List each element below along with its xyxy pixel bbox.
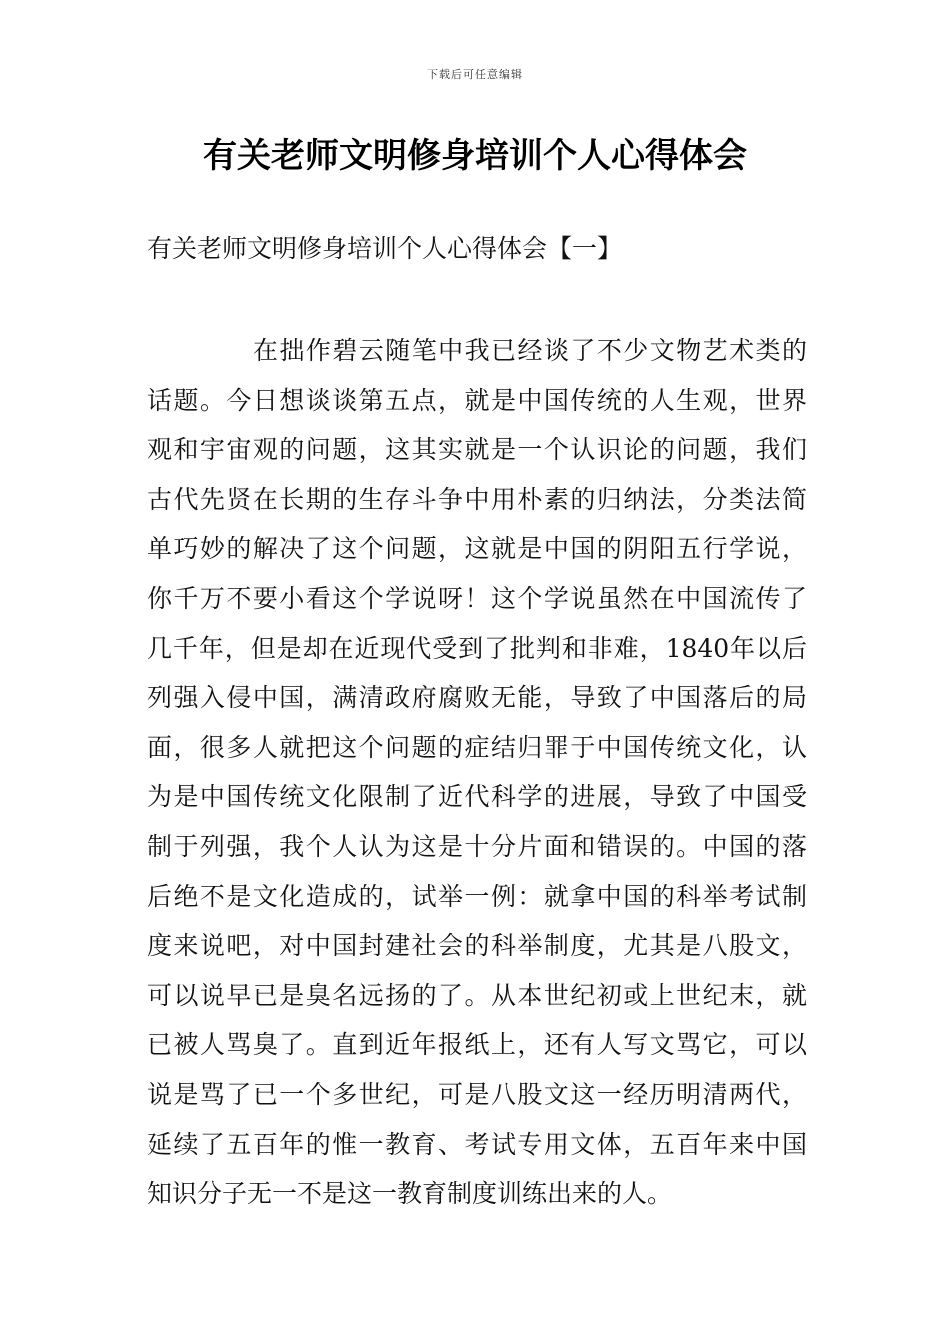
paragraph-line: 说是骂了已一个多世纪，可是八股文这一经历明清两代， [147, 1079, 807, 1109]
paragraph-line: 后绝不是文化造成的，试举一例：就拿中国的科举考试制 [147, 881, 807, 911]
paragraph-line: 度来说吧，对中国封建社会的科举制度，尤其是八股文， [147, 931, 807, 961]
paragraph-line: 制于列强，我个人认为这是十分片面和错误的。中国的落 [147, 831, 807, 861]
document-title: 有关老师文明修身培训个人心得体会 [203, 136, 747, 176]
paragraph-line: 面，很多人就把这个问题的症结归罪于中国传统文化，认 [147, 732, 807, 762]
paragraph-line: 可以说早已是臭名远扬的了。从本世纪初或上世纪末，就 [147, 980, 807, 1010]
header-note: 下载后可任意编辑 [427, 68, 523, 81]
paragraph-line: 延续了五百年的惟一教育、考试专用文体，五百年来中国 [147, 1129, 807, 1159]
paragraph-line: 知识分子无一不是这一教育制度训练出来的人。 [147, 1179, 673, 1209]
paragraph-line: 列强入侵中国，满清政府腐败无能，导致了中国落后的局 [147, 683, 807, 713]
paragraph-line: 古代先贤在长期的生存斗争中用朴素的归纳法，分类法简 [147, 484, 807, 514]
body-paragraph [147, 326, 807, 1219]
section-heading: 有关老师文明修身培训个人心得体会【一】 [147, 234, 623, 263]
paragraph-line: 为是中国传统文化限制了近代科学的进展，导致了中国受 [147, 782, 807, 812]
paragraph-line: 在拙作碧云随笔中我已经谈了不少文物艺术类的 [253, 336, 807, 365]
paragraph-line: 已被人骂臭了。直到近年报纸上，还有人写文骂它，可以 [147, 1030, 807, 1060]
paragraph-line: 话题。今日想谈谈第五点，就是中国传统的人生观，世界 [147, 385, 807, 415]
paragraph-line: 几千年，但是却在近现代受到了批判和非难，1840年以后 [147, 633, 807, 663]
paragraph-line: 你千万不要小看这个学说呀！这个学说虽然在中国流传了 [147, 583, 807, 613]
paragraph-line: 单巧妙的解决了这个问题，这就是中国的阴阳五行学说， [147, 534, 807, 564]
paragraph-line: 观和宇宙观的问题，这其实就是一个认识论的问题，我们 [147, 435, 807, 465]
